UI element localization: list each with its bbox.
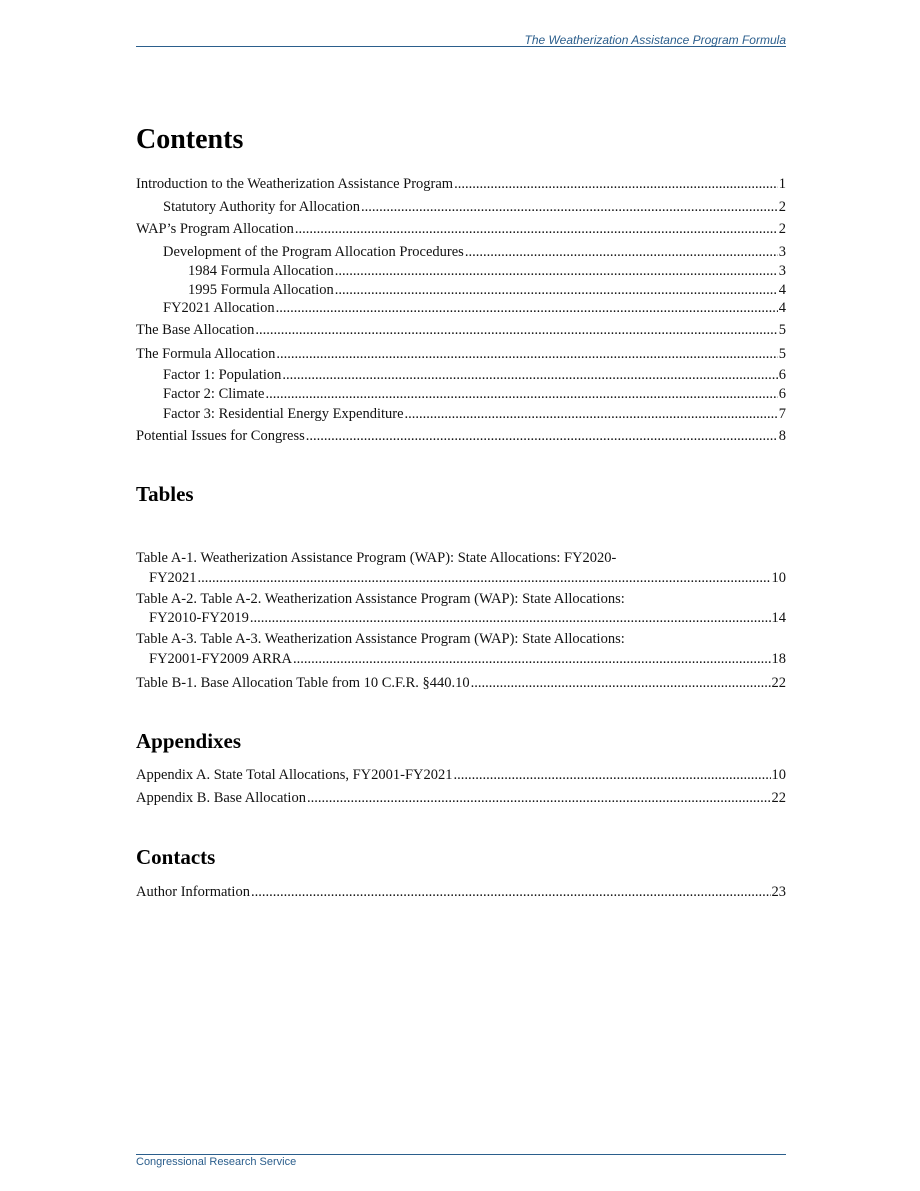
toc-entry-text: Introduction to the Weatherization Assistance Program — [136, 176, 454, 192]
toc-entry-page: 6 — [778, 386, 786, 402]
toc-entry-fy2021-allocation[interactable] — [136, 299, 786, 317]
toc-entry-page: 6 — [778, 367, 786, 383]
toc-entry-text: 1984 Formula Allocation — [188, 263, 334, 279]
contact-entry-author-information[interactable] — [136, 883, 786, 901]
table-entry-page: 18 — [771, 651, 786, 667]
toc-entry-page: 7 — [778, 406, 786, 422]
table-entry-a1[interactable] — [136, 569, 786, 587]
toc-entry-factor-climate[interactable] — [136, 385, 786, 403]
table-entry-text: Table B-1. Base Allocation Table from 10 C.F.R. §440.10 — [136, 675, 470, 691]
toc-entry-development-procedures[interactable] — [136, 243, 786, 261]
appendix-entry-a[interactable] — [136, 766, 786, 784]
table-entry-a3-line1[interactable]: Table A-3. Table A-3. Weatherization Assistance Program (WAP): State Allocations: — [136, 631, 625, 647]
contact-entry-text: Author Information — [136, 884, 250, 900]
toc-entry-factor-population[interactable] — [136, 366, 786, 384]
appendix-entry-page: 22 — [771, 790, 786, 806]
dot-leader — [295, 220, 778, 238]
dot-leader — [251, 883, 771, 901]
toc-entry-wap-program-allocation[interactable] — [136, 220, 786, 238]
toc-entry-text: The Formula Allocation — [136, 346, 276, 362]
toc-entry-page: 5 — [778, 322, 786, 338]
table-entry-a2[interactable] — [136, 609, 786, 627]
dot-leader — [465, 243, 778, 261]
appendix-entry-b[interactable] — [136, 789, 786, 807]
dot-leader — [335, 262, 778, 280]
toc-entry-page: 4 — [778, 300, 786, 316]
table-entry-text: FY2010-FY2019 — [149, 610, 249, 626]
table-entry-page: 14 — [771, 610, 786, 626]
toc-entry-page: 3 — [778, 263, 786, 279]
dot-leader — [454, 175, 778, 193]
dot-leader — [198, 569, 771, 587]
running-header-title: The Weatherization Assistance Program Formula — [524, 33, 786, 47]
dot-leader — [306, 427, 778, 445]
toc-entry-page: 4 — [778, 282, 786, 298]
table-entry-page: 10 — [771, 570, 786, 586]
toc-entry-text: Factor 1: Population — [163, 367, 282, 383]
toc-entry-text: Factor 3: Residential Energy Expenditure — [163, 406, 404, 422]
table-entry-b1[interactable] — [136, 674, 786, 692]
tables-heading: Tables — [136, 482, 194, 506]
table-entry-a3[interactable] — [136, 650, 786, 668]
dot-leader — [307, 789, 771, 807]
dot-leader — [276, 345, 777, 363]
footer-rule — [136, 1154, 786, 1155]
table-entry-a2-line1[interactable]: Table A-2. Table A-2. Weatherization Assistance Program (WAP): State Allocations: — [136, 591, 625, 607]
appendix-entry-text: Appendix B. Base Allocation — [136, 790, 306, 806]
appendixes-heading: Appendixes — [136, 729, 242, 753]
dot-leader — [276, 299, 778, 317]
dot-leader — [255, 321, 777, 339]
appendix-entry-text: Appendix A. State Total Allocations, FY2001-FY2021 — [136, 767, 453, 783]
toc-entry-page: 2 — [778, 221, 786, 237]
toc-entry-text: WAP’s Program Allocation — [136, 221, 294, 237]
toc-entry-statutory-authority[interactable] — [136, 198, 786, 216]
toc-entry-1995-formula[interactable] — [136, 281, 786, 299]
dot-leader — [282, 366, 777, 384]
table-entry-page: 22 — [771, 675, 786, 691]
header-rule — [136, 46, 786, 47]
dot-leader — [293, 650, 770, 668]
table-entry-text: FY2001-FY2009 ARRA — [149, 651, 293, 667]
toc-entry-text: FY2021 Allocation — [163, 300, 275, 316]
appendix-entry-page: 10 — [771, 767, 786, 783]
toc-entry-page: 2 — [778, 199, 786, 215]
toc-entry-text: The Base Allocation — [136, 322, 255, 338]
contact-entry-page: 23 — [771, 884, 786, 900]
dot-leader — [335, 281, 778, 299]
toc-entry-text: Statutory Authority for Allocation — [163, 199, 360, 215]
toc-entry-page: 3 — [778, 244, 786, 260]
contents-heading: Contents — [136, 124, 244, 155]
table-entry-text: FY2021 — [149, 570, 197, 586]
toc-entry-formula-allocation[interactable] — [136, 345, 786, 363]
toc-entry-introduction[interactable] — [136, 175, 786, 193]
dot-leader — [471, 674, 771, 692]
toc-entry-potential-issues[interactable] — [136, 427, 786, 445]
toc-entry-page: 5 — [778, 346, 786, 362]
dot-leader — [454, 766, 771, 784]
toc-entry-text: 1995 Formula Allocation — [188, 282, 334, 298]
dot-leader — [361, 198, 778, 216]
toc-entry-page: 8 — [778, 428, 786, 444]
contacts-heading: Contacts — [136, 845, 216, 869]
toc-entry-text: Development of the Program Allocation Procedures — [163, 244, 464, 260]
toc-entry-text: Potential Issues for Congress — [136, 428, 305, 444]
dot-leader — [265, 385, 777, 403]
table-entry-a1-line1[interactable]: Table A-1. Weatherization Assistance Program (WAP): State Allocations: FY2020- — [136, 550, 617, 566]
toc-entry-text: Factor 2: Climate — [163, 386, 265, 402]
toc-entry-page: 1 — [778, 176, 786, 192]
toc-entry-factor-energy-expenditure[interactable] — [136, 405, 786, 423]
dot-leader — [250, 609, 771, 627]
toc-entry-1984-formula[interactable] — [136, 262, 786, 280]
dot-leader — [405, 405, 778, 423]
toc-entry-base-allocation[interactable] — [136, 321, 786, 339]
footer-source: Congressional Research Service — [136, 1156, 297, 1168]
